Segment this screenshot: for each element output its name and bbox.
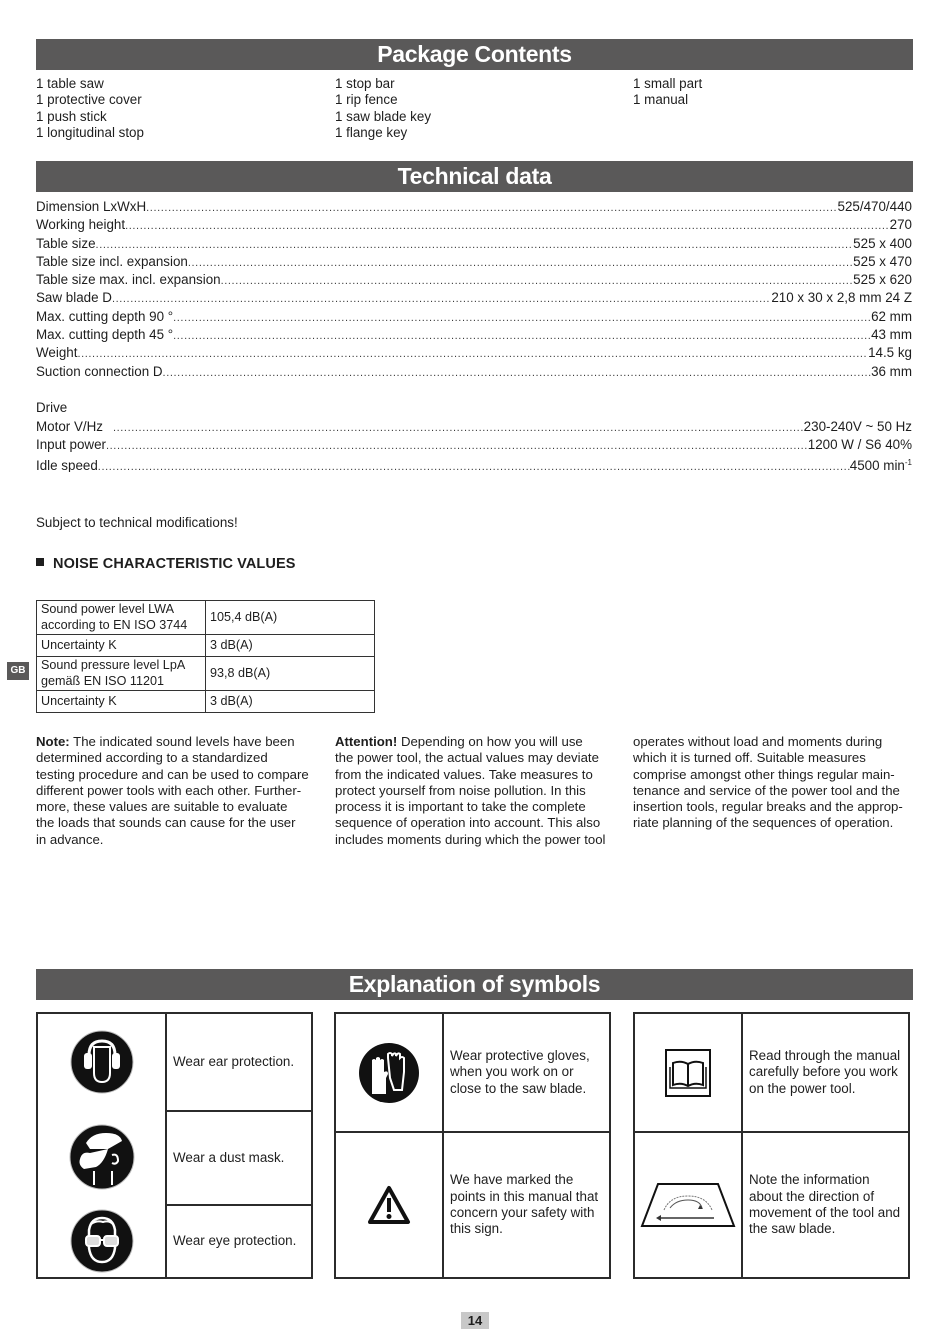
package-contents-column-3	[633, 76, 702, 109]
text-line: comprise amongst other things regular main-	[633, 766, 895, 782]
icons-column	[38, 1014, 167, 1277]
spec-value: 14.5 kg	[868, 345, 912, 361]
symbol-description	[743, 1014, 908, 1131]
text-line: Note the information	[749, 1172, 870, 1188]
leader-dots	[98, 458, 850, 472]
symbols-box-1	[36, 1012, 313, 1279]
saw-blade-direction-icon	[635, 1131, 741, 1277]
spec-value: 525/470/440	[837, 199, 912, 214]
symbol-description: Wear ear protection.	[173, 1053, 295, 1069]
icons-column	[635, 1014, 743, 1277]
spec-label: Weight	[36, 345, 78, 361]
text-line: Wear protective gloves,	[450, 1048, 590, 1064]
spec-label: Dimension LxWxH	[36, 199, 147, 214]
noise-heading	[36, 556, 296, 572]
text-line: operates without load and moments during	[633, 734, 883, 749]
table-row	[37, 635, 375, 657]
noise-table	[36, 600, 375, 713]
drive-heading-text: Drive	[36, 400, 68, 416]
leader-dots	[77, 345, 868, 362]
spec-value: 525 x 400	[853, 235, 912, 251]
leader-dots	[112, 290, 771, 307]
label-line: Sound pressure level LpA	[41, 658, 186, 672]
table-row	[37, 691, 375, 713]
spec-label: Table size	[36, 235, 96, 251]
text-line: from the indicated values. Take measures to	[335, 766, 593, 782]
table-cell-value: 3 dB(A)	[206, 635, 375, 657]
leader-dots	[96, 236, 854, 253]
leader-dots	[188, 254, 853, 271]
text-line: testing procedure and can be used to compare	[36, 766, 309, 782]
symbols-box-3	[633, 1012, 910, 1279]
attention-paragraph-continued	[633, 734, 923, 832]
spec-row	[36, 308, 912, 326]
table-cell-label	[37, 601, 206, 635]
spec-value: 270	[889, 217, 912, 233]
spec-value: 525 x 470	[853, 253, 912, 269]
technical-data-list	[36, 198, 912, 472]
spec-value: 525 x 620	[853, 272, 912, 288]
table-cell-value: 105,4 dB(A)	[206, 601, 375, 635]
language-tab: GB	[7, 662, 29, 680]
label-line: according to EN ISO 3744	[41, 617, 188, 632]
table-cell-value: 93,8 dB(A)	[206, 657, 375, 691]
spec-row	[36, 198, 912, 216]
spec-value: 210 x 30 x 2,8 mm 24 Z	[771, 290, 912, 306]
spec-label: Suction connection D	[36, 363, 163, 379]
spec-value	[850, 454, 912, 472]
spec-value: 62 mm	[871, 308, 912, 324]
package-item: 1 longitudinal stop	[36, 124, 144, 140]
text-line: includes moments during which the power tool	[335, 831, 606, 847]
spec-label: Motor V/Hz	[36, 418, 103, 434]
leader-dots	[125, 217, 890, 234]
symbol-description	[444, 1131, 609, 1277]
warning-triangle-icon	[336, 1131, 442, 1277]
leader-dots	[113, 419, 804, 436]
spec-row	[36, 454, 912, 472]
package-contents-column-1	[36, 76, 144, 141]
bullet-square-icon	[36, 558, 44, 566]
package-contents-heading: Package Contents	[36, 39, 913, 70]
text-line: process it is important to take the complete	[335, 799, 586, 815]
noise-heading-text: NOISE CHARACTERISTIC VALUES	[53, 556, 296, 572]
spec-label: Max. cutting depth 90 °	[36, 308, 174, 324]
text-line: determined according to a standardized	[36, 750, 268, 766]
texts-column	[743, 1014, 908, 1277]
spec-row	[36, 253, 912, 271]
spec-label: Working height	[36, 217, 126, 233]
attention-paragraph	[335, 734, 625, 848]
package-item: 1 push stick	[36, 108, 107, 124]
spec-value: 43 mm	[871, 327, 912, 343]
spec-row	[36, 363, 912, 381]
leader-dots	[163, 364, 872, 381]
text-line: movement of the tool and	[749, 1205, 901, 1220]
table-row	[37, 657, 375, 691]
leader-dots	[173, 309, 871, 326]
symbol-description: Wear a dust mask.	[167, 1110, 311, 1204]
package-item: 1 table saw	[36, 76, 104, 91]
table-cell-label	[37, 657, 206, 691]
table-cell-label: Uncertainty K	[37, 691, 206, 713]
drive-heading	[36, 399, 912, 417]
text-line: the power tool, the actual values may deviate	[335, 750, 599, 766]
package-item: 1 small part	[633, 76, 703, 91]
spec-row	[36, 436, 912, 454]
spec-label: Table size incl. expansion	[36, 253, 188, 269]
protective-gloves-icon	[336, 1014, 442, 1131]
spec-label: Input power	[36, 436, 106, 452]
spec-label: Idle speed	[36, 458, 98, 473]
leader-dots	[106, 437, 808, 454]
text-line: on the power tool.	[749, 1080, 856, 1096]
text-line: concern your safety with	[450, 1205, 595, 1220]
leader-dots	[173, 327, 871, 344]
spec-row	[36, 418, 912, 436]
table-cell-value: 3 dB(A)	[206, 691, 375, 713]
texts-column	[444, 1014, 609, 1277]
ear-protection-icon	[38, 1014, 165, 1110]
text-line: this sign.	[450, 1221, 503, 1237]
text-line: sequence of operation into account. This also	[335, 815, 601, 831]
spec-label: Max. cutting depth 45 °	[36, 327, 174, 343]
text-line: close to the saw blade.	[450, 1080, 587, 1096]
page-number: 14	[461, 1312, 489, 1329]
technical-data-heading: Technical data	[36, 161, 913, 192]
table-cell-label: Uncertainty K	[37, 635, 206, 657]
symbol-description	[743, 1131, 908, 1277]
spec-row	[36, 235, 912, 253]
attention-label: Attention!	[335, 734, 398, 749]
label-line: gemäß EN ISO 11201	[41, 673, 164, 688]
note-label: Note:	[36, 734, 70, 749]
package-item: 1 protective cover	[36, 92, 142, 108]
leader-dots	[146, 199, 837, 216]
symbol-description	[444, 1014, 609, 1131]
text-line: riate planning of the sequences of operation.	[633, 815, 894, 831]
note-paragraph	[36, 734, 326, 848]
text-line: more, these values are suitable to evaluate	[36, 799, 288, 815]
package-item: 1 stop bar	[335, 76, 395, 91]
package-item: 1 flange key	[335, 124, 408, 140]
label-line: Sound power level LWA	[41, 602, 175, 616]
text-line: in advance.	[36, 831, 104, 847]
spec-row	[36, 216, 912, 234]
eye-protection-icon	[38, 1204, 165, 1277]
spec-label: Saw blade D	[36, 290, 112, 306]
text-line: points in this manual that	[450, 1188, 599, 1204]
spec-label: Table size max. incl. expansion	[36, 272, 221, 288]
text-line: insertion tools, regular breaks and the approp-	[633, 799, 903, 815]
text-line: different power tools with each other. Further-	[36, 782, 302, 798]
superscript: -1	[904, 458, 912, 468]
text-line: which it is turned off. Suitable measures	[633, 750, 866, 766]
text-line: The indicated sound levels have been	[73, 734, 295, 749]
text-line: Depending on how you will use	[400, 734, 583, 749]
spec-value: 36 mm	[871, 363, 912, 379]
idle-speed-value: 4500 min	[849, 458, 905, 473]
spec-row	[36, 344, 912, 362]
package-item: 1 manual	[633, 92, 689, 108]
text-line: the loads that sounds can cause for the user	[36, 815, 296, 831]
text-line: protect yourself from noise pollution. In this	[335, 782, 586, 798]
text-line: tenance and service of the power tool and the	[633, 782, 900, 798]
dust-mask-icon	[38, 1110, 165, 1204]
symbols-heading: Explanation of symbols	[36, 969, 913, 1000]
spec-row	[36, 289, 912, 307]
footnote: Subject to technical modifications!	[36, 515, 238, 530]
texts-column	[167, 1014, 311, 1277]
spec-value: 230-240V ~ 50 Hz	[803, 418, 912, 434]
package-item: 1 rip fence	[335, 92, 398, 108]
text-line: carefully before you work	[749, 1064, 898, 1080]
icons-column	[336, 1014, 444, 1277]
package-contents-column-2	[335, 76, 431, 141]
text-line: about the direction of	[749, 1188, 875, 1204]
symbol-description: Wear eye protection.	[167, 1204, 311, 1277]
text-line: Read through the manual	[749, 1048, 901, 1064]
spec-row	[36, 271, 912, 289]
leader-dots	[221, 272, 854, 289]
spec-value: 1200 W / S6 40%	[807, 436, 912, 452]
table-row	[37, 601, 375, 635]
spec-row	[36, 326, 912, 344]
text-line: the saw blade.	[749, 1221, 836, 1237]
text-line: when you work on or	[450, 1064, 574, 1080]
symbols-box-2	[334, 1012, 611, 1279]
package-item: 1 saw blade key	[335, 108, 432, 124]
text-line: We have marked the	[450, 1172, 574, 1188]
read-manual-icon	[635, 1014, 741, 1131]
